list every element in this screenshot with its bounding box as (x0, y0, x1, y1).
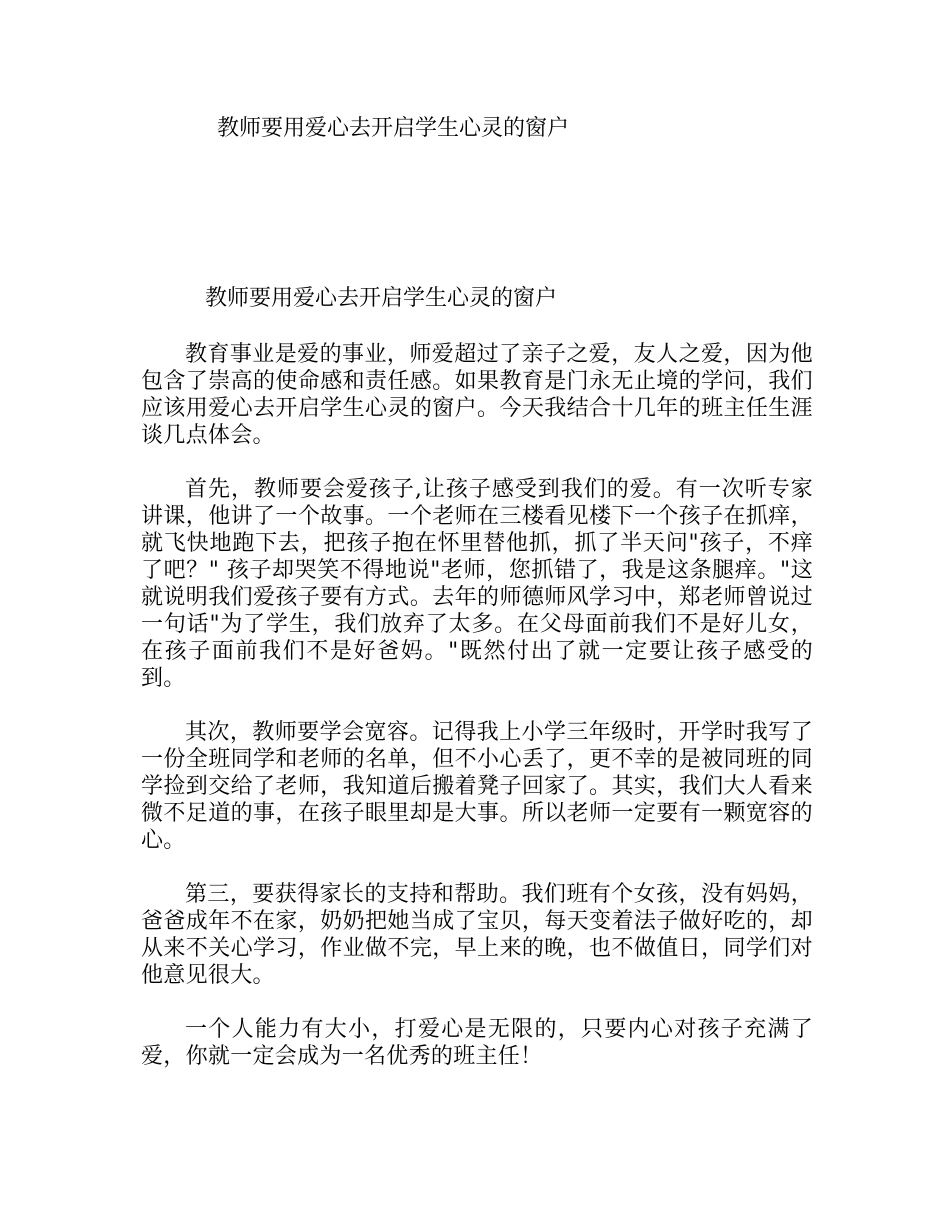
paragraph-intro: 教育事业是爱的事业，师爱超过了亲子之爱，友人之爱，因为他包含了崇高的使命感和责任感。如果教育是门永无止境的学问，我们应该用爱心去开启学生心灵的窗户。今天我结合十几年的班主任生涯谈几点体会。 (141, 342, 813, 448)
article-title: 教师要用爱心去开启学生心灵的窗户 (205, 286, 558, 311)
paragraph-conclusion: 一个人能力有大小，打爱心是无限的，只要内心对孩子充满了爱，你就一定会成为一名优秀的班主任！ (141, 1017, 813, 1069)
document-header-title: 教师要用爱心去开启学生心灵的窗户 (217, 116, 570, 141)
paragraph-second-point: 其次，教师要学会宽容。记得我上小学三年级时，开学时我写了一份全班同学和老师的名单，但不小心丢了，更不幸的是被同班的同学捡到交给了老师，我知道后搬着凳子回家了。其实，我们大人看来微不足道的事，在孩子眼里却是大事。所以老师一定要有一颗宽容的心。 (141, 720, 813, 853)
article-body (141, 341, 813, 1097)
paragraph-first-point: 首先，教师要会爱孩子,让孩子感受到我们的爱。有一次听专家讲课，他讲了一个故事。一个老师在三楼看见楼下一个孩子在抓痒，就飞快地跑下去，把孩子抱在怀里替他抓，抓了半天问"孩子，不痒了吧？" 孩子却哭笑不得地说"老师，您抓错了，我是这条腿痒。"这就说明我们爱孩子要有方式。去年的师德师风学习中，郑老师曾说过一句话"为了学生，我们放弃了太多。在父母面前我们不是好儿女，在孩子面前我们不是好爸妈。"既然付出了就一定要让孩子感受的到。 (141, 477, 813, 691)
paragraph-third-point: 第三，要获得家长的支持和帮助。我们班有个女孩，没有妈妈，爸爸成年不在家，奶奶把她当成了宝贝，每天变着法子做好吃的，却从来不关心学习，作业做不完，早上来的晚，也不做值日，同学们对他意见很大。 (141, 882, 813, 988)
